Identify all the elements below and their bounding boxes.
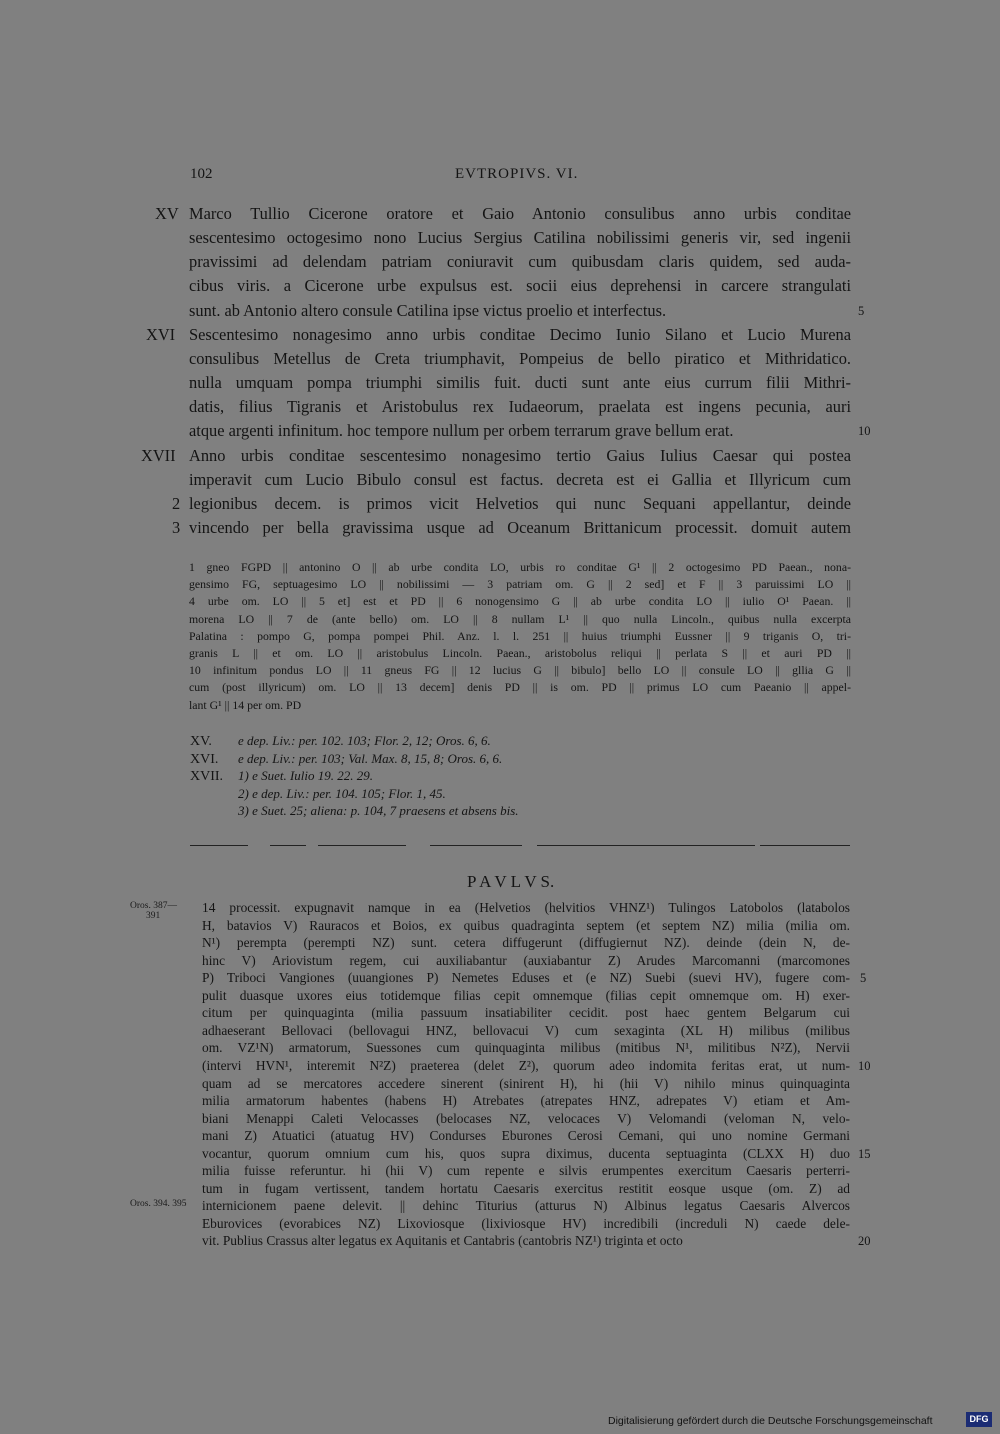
- line-number: 5: [858, 303, 865, 318]
- text-line: Sescentesimo nonagesimo anno urbis conditae Decimo Iunio Silano et Lucio Murena: [189, 324, 851, 344]
- source-label: XVI.: [190, 751, 219, 767]
- text-line: (intervi HVN¹, interemit N²Z) praeterea (delet Z²), quorum adeo indomita feritas erat, ut num-: [202, 1057, 850, 1073]
- text-line: P) Triboci Vangiones (uuangiones P) Nemetes Eduses et (e NZ) Suebi (suevi HV), fugere com-: [202, 970, 850, 986]
- apparatus-line: lant G¹ || 14 per om. PD: [189, 697, 302, 712]
- separator-rule: [190, 845, 248, 846]
- apparatus-line: granis L || et om. LO || aristobulus Lincoln. Paean., aristobolus reliqui || perlata S || et auri PD ||: [189, 646, 851, 660]
- separator-rule: [537, 845, 755, 846]
- margin-note: Oros. 394. 395: [130, 1199, 187, 1210]
- apparatus-line: cum (post illyricum) om. LO || 13 decem] denis PD || is om. PD || primus LO cum Paeanio || appel-: [189, 680, 851, 695]
- text-line: adhaeserant Bellovaci (bellovagui HNZ, bellovacui V) cum sexaginta (XL H) milibus (milibus: [202, 1022, 850, 1038]
- text-line: tum in fugam vertissent, tandem hortatu Caesaris exercitus restitit eosque usque (om. Z) ad: [202, 1180, 850, 1196]
- apparatus-line: gensimo FG, septuagesimo LO || nobilissimi — 3 patriam om. G || 2 sed] et F || 3 paruissimi LO ||: [189, 577, 851, 592]
- text-line: milia fuisse referuntur. hi (hii V) cum repente e silvis erumpentes exercitum Caesaris perterri-: [202, 1163, 850, 1179]
- source-label: XV.: [190, 734, 212, 749]
- chapter-numeral: XV: [155, 204, 179, 223]
- apparatus-line: Palatina : pompo G, pompa pompei Phil. Anz. l. l. 251 || huius triumphi Eussner || 9 triganis O, tri-: [189, 628, 851, 643]
- source-line: [190, 803, 519, 819]
- margin-note: Oros. 387—: [130, 901, 177, 911]
- source-text: 2) e dep. Liv.: per. 104. 105; Flor. 1, 45.: [238, 785, 446, 801]
- chapter-numeral: XVII: [141, 445, 176, 465]
- text-line: biani Menappi Caleti Velocasses (belocases NZ, velocaces V) Velomandi (veloman N, velo-: [202, 1110, 850, 1126]
- separator-rule: [430, 845, 522, 846]
- text-line: mani Z) Atuatici (atuatug HV) Condurses Eburones Cerosi Cemani, qui uno nomine Germani: [202, 1128, 850, 1144]
- apparatus-line: morena LO || 7 de (ante bello) om. LO || 8 nullam L¹ || quo nulla Lincoln., quibus nulla excerpta: [189, 611, 851, 626]
- page-number: 102: [190, 166, 213, 182]
- chapter-numeral: XVI: [146, 324, 176, 344]
- text-line: internicionem paene delevit. || dehinc Titurius (atturus N) Albinus legatus Caesaris Alvercos: [202, 1198, 850, 1214]
- source-label: XVII.: [190, 769, 224, 785]
- text-line: vincendo per bella gravissima usque ad Oceanum Brittanicum processit. domuit autem: [189, 517, 851, 537]
- text-line: hinc V) Ariovistum regem, cui auxiliabantur (auxiabantur Z) Arudes Marcomanni (marcomones: [202, 952, 850, 968]
- line-number: 15: [858, 1146, 871, 1161]
- source-line: [190, 786, 446, 802]
- section-title: P A V L V S.: [467, 872, 555, 891]
- text-line: pravissimi ad delendam patriam coniuravit cum quibusdam claris quidem, sed auda-: [189, 252, 851, 272]
- apparatus-line: 1 gneo FGPD || antonino O || ab urbe condita LO, urbis ro conditae G¹ || 2 octogesimo PD Paean., nona-: [189, 560, 851, 574]
- text-line: citum per quinquaginta (milia passuum insatiabiliter cecidit. post haec gentem Belgarum cui: [202, 1005, 850, 1021]
- text-line: 14 processit. expugnavit namque in ea (Helvetios (helvitios VHNZ¹) Tulingos Latobolos (latabolos: [202, 900, 850, 915]
- text-line: om. VZ¹N) armatorum, Suessones cum quinquaginta milibus (mitibus N¹, militibus N²Z), Nervii: [202, 1040, 850, 1056]
- source-line: [190, 733, 491, 750]
- text-line: imperavit cum Lucio Bibulo consul est factus. decreta est ei Gallia et Illyricum cum: [189, 469, 851, 489]
- line-number: 10: [858, 424, 871, 439]
- text-line: consulibus Metellus de Creta triumphavit, Pompeius de bello piratico et Mithridatico.: [189, 348, 851, 368]
- line-number: 10: [858, 1058, 871, 1073]
- text-line: N¹) perempta (perempti NZ) sunt. cetera diffugerunt (diffugiernut NZ). deinde (dein N, de-: [202, 935, 850, 951]
- line-number: 20: [858, 1234, 871, 1249]
- source-line: [190, 768, 373, 785]
- source-text: e dep. Liv.: per. 103; Val. Max. 8, 15, 8; Oros. 6, 6.: [238, 750, 503, 766]
- separator-rule: [318, 845, 406, 846]
- text-line: nulla umquam pompa triumphi similis fuit. ducti sunt ante eius currum filii Mithri-: [189, 373, 851, 393]
- footer-credit: Digitalisierung gefördert durch die Deutsche Forschungsgemeinschaft: [608, 1415, 933, 1427]
- text-line: quam ad se mercatores accedere sinerent (sinirent H), hi (hii V) nihilo minus quinquaginta: [202, 1075, 850, 1091]
- separator-rule: [270, 845, 306, 846]
- text-line: sunt. ab Antonio altero consule Catilina ipse victus proelio et interfectus.: [189, 300, 667, 320]
- source-line: [190, 751, 502, 768]
- source-text: 3) e Suet. 25; aliena: p. 104, 7 praesens et absens bis.: [238, 803, 519, 819]
- left-marginal-number: 3: [172, 517, 181, 537]
- apparatus-line: 4 urbe om. LO || 5 et] est et PD || 6 nonogensimo G || ab urbe condita LO || iulio O¹ Paean. ||: [189, 594, 851, 609]
- text-line: milia armatorum habentes (habens H) Atrebates (atrepates HNZ, adrepates V) etiam et Am-: [202, 1093, 850, 1109]
- apparatus-line: 10 infinitum pondus LO || 11 gneus FG || 12 lucius G || bibulo] bello LO || consule LO || gllia G ||: [189, 663, 851, 678]
- text-line: vocantur, quorum omnium cum his, quos supra diximus, ducenta septuaginta (CLXX H) duo: [202, 1145, 850, 1161]
- source-text: 1) e Suet. Iulio 19. 22. 29.: [238, 768, 374, 784]
- text-line: datis, filius Tigranis et Aristobulus rex Iudaeorum, praelata est ingens pecunia, auri: [189, 397, 851, 417]
- dfg-logo: DFG: [966, 1412, 992, 1427]
- running-title: EVTROPIVS. VI.: [455, 166, 579, 182]
- text-line: Anno urbis conditae sescentesimo nonagesimo tertio Gaius Iulius Caesar qui postea: [189, 445, 851, 465]
- text-line: H, batavios V) Rauracos et Boios, ex quibus quadraginta septem (et septem NZ) milia (milia om.: [202, 917, 850, 933]
- text-line: pulit duasque uxores eius totidemque filias cepit omnemque (filias cepit omnemque om. H) exer-: [202, 987, 850, 1003]
- text-line: atque argenti infinitum. hoc tempore nullum per orbem terrarum grave bellum erat.: [189, 421, 734, 441]
- line-number: 5: [860, 971, 867, 986]
- text-line: Marco Tullio Cicerone oratore et Gaio Antonio consulibus anno urbis conditae: [189, 204, 851, 223]
- text-line: legionibus decem. is primos vicit Helvetios qui nunc Sequani appellantur, deinde: [189, 493, 851, 513]
- left-marginal-number: 2: [172, 493, 181, 513]
- text-line: vit. Publius Crassus alter legatus ex Aquitanis et Cantabris (cantobris NZ¹) triginta et octo: [202, 1233, 683, 1249]
- text-line: cibus viris. a Cicerone urbe expulsus est. socii eius deprehensi in carcere strangulati: [189, 276, 851, 296]
- text-line: sescentesimo octogesimo nono Lucius Sergius Catilina nobilissimi generis vir, sed ingenii: [189, 228, 851, 248]
- source-text: e dep. Liv.: per. 102. 103; Flor. 2, 12; Oros. 6, 6.: [238, 733, 491, 748]
- margin-note-continuation: 391: [146, 911, 161, 921]
- text-line: Eburovices (evorabices NZ) Lixoviosque (lixiviosque HV) incredibili (increduli N) caede dele-: [202, 1215, 850, 1231]
- separator-rule: [760, 845, 850, 846]
